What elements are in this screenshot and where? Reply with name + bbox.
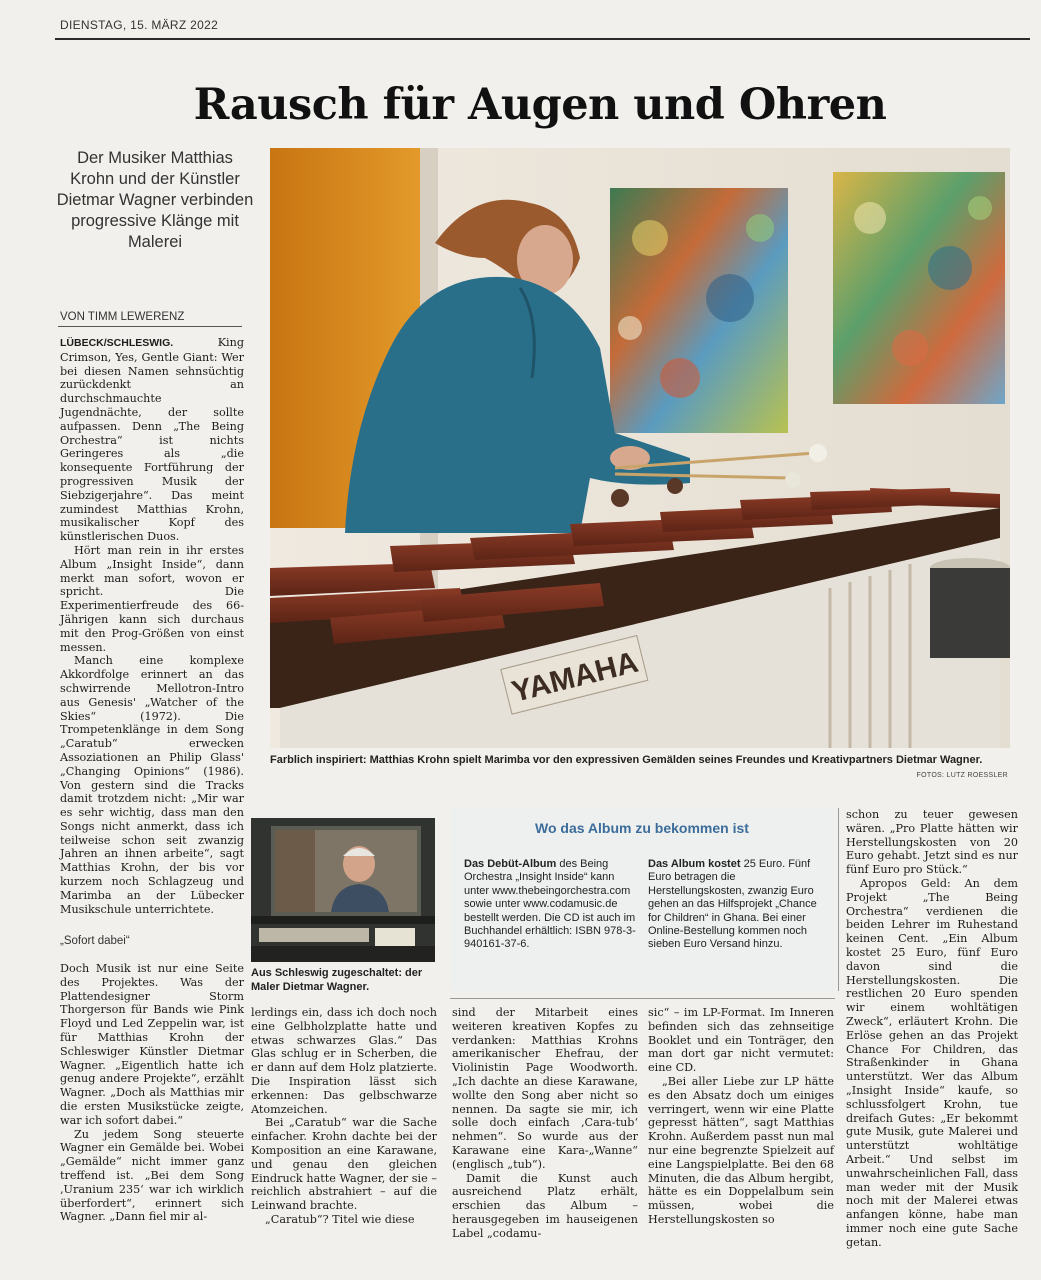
info-box-left: Das Debüt-Album des Being Orchestra „Insight Inside“ kann unter www.thebeingorchestra.com sowie unter www.codamusic.de bestellt werden. Die CD ist auch im Buchhandel erhältlich: ISBN 978-3-940161-37-6. bbox=[464, 858, 636, 951]
top-rule bbox=[55, 38, 1030, 40]
article-column-4 bbox=[648, 1006, 834, 1227]
photo-caption: Farblich inspiriert: Matthias Krohn spielt Marimba vor den expressiven Gemälden seines Freundes und Kreativpartners Dietmar Wagner. bbox=[270, 754, 983, 766]
info-lead: Das Debüt-Album bbox=[464, 858, 557, 870]
byline: VON TIMM LEWERENZ bbox=[60, 311, 185, 323]
article-paragraph: Hört man rein in ihr erstes Album „Insight Inside“, dann merkt man sofort, wovon er spricht. Die Experimentierfreude des 66-Jährigen kann sich durchaus mit den Prog-Größen von einst messen. bbox=[60, 543, 244, 654]
column-rule bbox=[838, 808, 839, 991]
article-column-1 bbox=[60, 336, 244, 916]
article-paragraph: schon zu teuer gewesen wären. „Pro Platte hätten wir Herstellungskosten von 20 Euro gehabt. Jetzt sind es nur fünf Euro pro Stück.“ bbox=[846, 808, 1018, 877]
article-column-1b bbox=[60, 962, 244, 1224]
article-paragraph: lerdings ein, dass ich doch noch eine Gelbholzplatte hatte und etwas schwarzes Glas.“ Das Glas schlug er in Scherben, die er dann auf dem Holz platzierte. Die Inspiration lässt sich erkennen: Das gelbschwarze Atomzeichen. bbox=[251, 1006, 437, 1116]
info-box bbox=[450, 808, 834, 991]
yamaha-brand-label: YAMAHA bbox=[508, 645, 642, 709]
info-box-rule bbox=[450, 998, 835, 999]
article-paragraph: Damit die Kunst auch ausreichend Platz erhält, erschien das Album – herausgegeben im hauseigenen Label „codamu- bbox=[452, 1171, 638, 1240]
article-paragraph: Bei „Caratub“ war die Sache einfacher. Krohn dachte bei der Komposition an eine Karawane, und genau den gleichen Eindruck hatte Wagner, der sie – reichlich abstrahiert – auf die Leinwand brachte. bbox=[251, 1116, 437, 1213]
article-paragraph: LÜBECK/SCHLESWIG. King Crimson, Yes, Gentle Giant: Wer bei diesen Namen sehnsüchtig zurückdenkt an durchschmauchte Jugendnächte, der sollte aufpassen. Denn „The Being Orchestra“ ist nichts Geringeres als „die konsequente Fortführung der progressiven Musik der Siebzigerjahre“. Das meint zumindest Matthias Krohn, musikalischer Kopf des künstlerischen Duos. bbox=[60, 336, 244, 544]
article-paragraph: Doch Musik ist nur eine Seite des Projektes. Was der Plattendesigner Storm Thorgerson für Bands wie Pink Floyd und Led Zeppelin war, ist für Matthias Krohn der Schleswiger Künstler Dietmar Wagner. „Eigentlich hatte ich genug andere Projekte“, erzählt Wagner. „Doch als Matthias mir die ersten Musikstücke zeigte, war ich sofort dabei.“ bbox=[60, 962, 244, 1127]
article-paragraph: „Bei aller Liebe zur LP hätte es den Absatz doch um einiges verringert, wenn wir eine Platte gepresst hätten“, sagt Matthias Krohn. Außerdem passt nun mal nur eine begrenzte Spielzeit auf eine Langspielplatte. Bei den 68 Minuten, die das Album hergibt, hätte es ein Doppelalbum sein müssen, wobei die Herstellungskosten so bbox=[648, 1074, 834, 1226]
main-photo bbox=[270, 148, 1010, 748]
article-paragraph: sic“ – im LP-Format. Im Inneren befinden sich das zehnseitige Booklet und ein Tonträger, den man dort gar nicht vermutet: eine CD. bbox=[648, 1006, 834, 1075]
marimba-photo-illustration bbox=[270, 148, 1010, 748]
article-paragraph: „Caratub“? Titel wie diese bbox=[265, 1212, 415, 1226]
byline-rule bbox=[58, 326, 242, 327]
article-column-5 bbox=[846, 808, 1018, 1250]
subheading: „Sofort dabei“ bbox=[60, 935, 130, 947]
small-photo-caption: Aus Schleswig zugeschaltet: der Maler Dietmar Wagner. bbox=[251, 967, 423, 993]
article-paragraph: sind der Mitarbeit eines weiteren kreativen Kopfes zu verdanken: Matthias Krohns amerikanischer Ehefrau, der Violinistin Page Woodworth. „Ich dachte an diese Karawane, wollte den Song aber nicht so nennen. Da sagte sie mir, ich solle doch einfach ‚Cara-tub‘ nehmen“. So wurde aus der Karawane eine Kara-„Wanne“ (englisch „tub“). bbox=[452, 1006, 638, 1171]
city-dateline: LÜBECK/SCHLESWIG. bbox=[60, 337, 174, 349]
painter-video-illustration bbox=[251, 818, 435, 962]
small-photo bbox=[251, 818, 435, 962]
article-paragraph: Apropos Geld: An dem Projekt „The Being Orchestra“ verdienen die beiden Lehrer im Ruhestand keinen Cent. „Ein Album kostet 25 Euro, fünf Euro davon sind die Herstellungskosten. Die restlichen 20 Euro spenden wir einem wohltätigen Zweck“, erläutert Krohn. Die Erlöse gehen an das Projekt Chance For Children, das Straßenkinder in Ghana unterstützt. Wer das Album „Insight Inside“ kaufe, so schlussfolgert Krohn, tue dreifach Gutes: „Er bekommt gute Musik, gute Malerei und unterstützt wohltätige Arbeit.“ Und selbst im unwahrscheinlichen Fall, dass man weder mit der Musik noch mit der Malerei etwas anfangen könne, habe man immer noch eine gute Sache getan. bbox=[846, 876, 1018, 1249]
info-box-title: Wo das Album zu bekommen ist bbox=[535, 820, 749, 836]
article-paragraph: Zu jedem Song steuerte Wagner ein Gemälde bei. Wobei „Gemälde“ nicht immer ganz treffend ist. „Bei dem Song ‚Uranium 235‘ war ich wirklich überfordert“, erinnert sich Wagner. „Dann fiel mir al- bbox=[60, 1127, 244, 1224]
dateline: DIENSTAG, 15. MÄRZ 2022 bbox=[60, 18, 219, 32]
info-box-right: Das Album kostet 25 Euro. Fünf Euro betragen die Herstellungskosten, zwanzig Euro gehen an das Hilfsprojekt „Chance for Children“ in Ghana. Bei einer Online-Bestellung kommen noch sieben Euro Versand hinzu. bbox=[648, 858, 817, 951]
headline: Rausch für Augen und Ohren bbox=[193, 80, 887, 130]
info-lead: Das Album kostet bbox=[648, 858, 741, 870]
article-paragraph: Manch eine komplexe Akkordfolge erinnert an das schwirrende Mellotron-Intro aus Genesis' „Watcher of the Skies“ (1972). Die Trompetenklänge in dem Song „Caratub“ erwecken Assoziationen an Philip Glass' „Changing Opinions“ (1986). Von gestern sind die Tracks damit trotzdem nicht: „Mir war es sehr wichtig, dass man den Songs nicht anmerkt, dass ich teilweise schon seit zwanzig Jahren an ihnen arbeite“, sagt Matthias Krohn, der bis vor kurzem noch Schlagzeug und Marimba an der Lübecker Musikschule unterrichtete. bbox=[60, 654, 244, 916]
deck: Der Musiker Matthias Krohn und der Künstler Dietmar Wagner verbinden progressive Klänge mit Malerei bbox=[56, 149, 254, 251]
article-column-2 bbox=[251, 1006, 437, 1227]
article-column-3 bbox=[452, 1006, 638, 1241]
photo-credit: FOTOS: LUTZ ROESSLER bbox=[916, 772, 1008, 779]
